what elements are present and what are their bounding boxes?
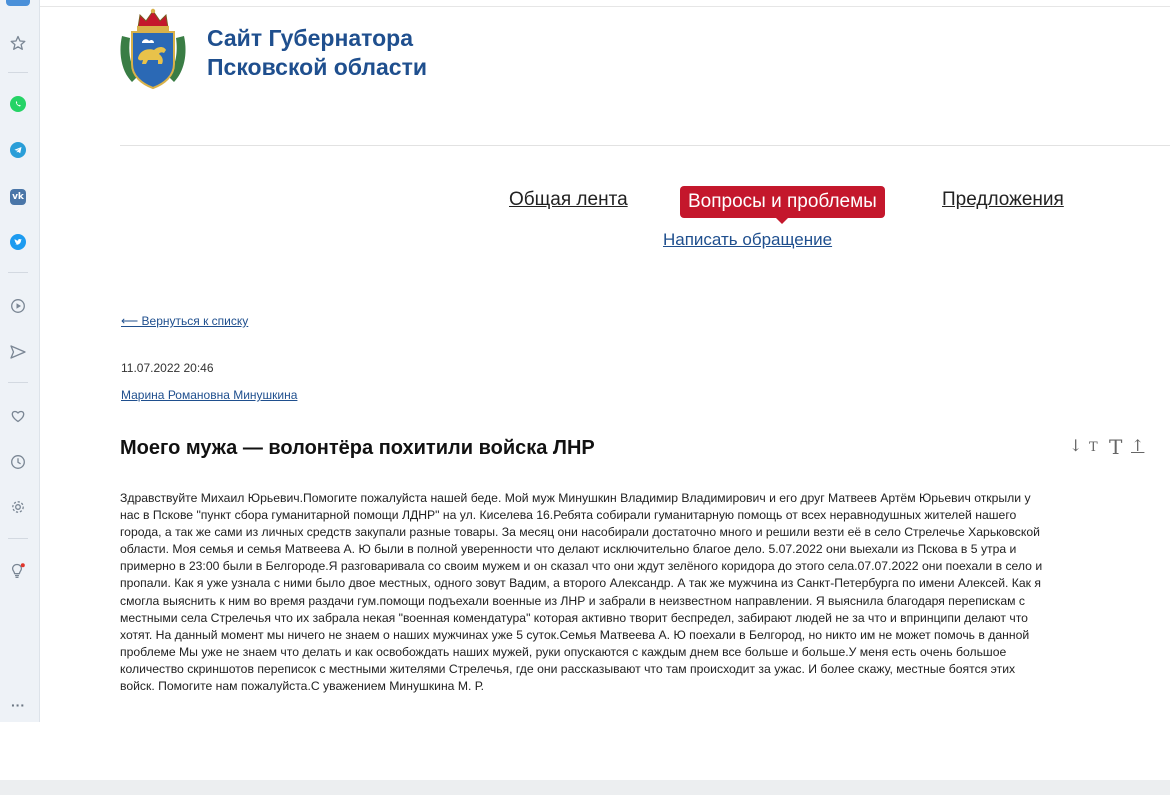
font-small-icon[interactable]: T: [1089, 440, 1098, 455]
body-line: примерно в 23:00 были в Белгороде.Я разговаривала со своим мужем и он сказал что они ждут зелёного коридора до этого села.07.07.2022 они поехали в село и: [120, 559, 1043, 574]
body-line: нас в Пскове "пункт сбора гуманитарной помощи ЛДНР" на ул. Киселева 16.Ребята собирали гуманитарную помощь от всех неравнодушных жителей нашего: [120, 508, 1017, 523]
post-datetime: 11.07.2022 20:46: [121, 361, 214, 375]
sidebar-separator: [8, 272, 28, 273]
article-title: Моего мужа — волонтёра похитили войска ЛНР: [120, 437, 595, 459]
font-large-icon[interactable]: T: [1109, 435, 1123, 459]
author-link[interactable]: Марина Романовна Минушкина: [121, 388, 298, 402]
favorites-star-icon[interactable]: [5, 30, 31, 56]
whatsapp-icon[interactable]: [5, 91, 31, 117]
back-to-list-link[interactable]: ⟵ Вернуться к списку: [121, 314, 249, 328]
nav-feed-link[interactable]: Общая лента: [509, 189, 628, 210]
site-title[interactable]: [207, 24, 427, 82]
nav-proposals-link[interactable]: Предложения: [942, 189, 1064, 210]
pskov-coat-of-arms-logo[interactable]: [118, 6, 188, 92]
font-decrease-arrow-icon[interactable]: ↓: [1069, 436, 1083, 455]
body-line: смогла выяснить к ним во время раздачи гум.помощи подъехали военные из ЛНР и забрали в неизвестном направлении. Я выяснила благодаря перепискам с: [120, 593, 1025, 608]
body-line: Здравствуйте Михаил Юрьевич.Помогите пожалуйста нашей беде. Мой муж Минушкин Владимир Владимирович и его друг Матвеев Артём Юрьевич открыли у: [120, 491, 1031, 505]
more-glyph: ···: [11, 697, 25, 713]
body-line: области. Моя семья и семья Матвеева А. Ю были в полной уверенности что делают исключительно благое дело. 5.07.2022 они выехали из Пскова в 5 утра и: [120, 542, 1017, 557]
body-line: города, а так же сами из личных средств закупали разные товары. За месяц они насобирали достаточно много и решили везти её в село Стрелечье Харьковской: [120, 525, 1040, 540]
body-line: пропали. Как я уже узнала с ними было двое местных, одного зовут Вадим, а второго Александр. А так же мужчина из Санкт-Петербурга по имени Алексей. Как я: [120, 576, 1041, 591]
sidebar-separator: [8, 72, 28, 73]
gear-icon[interactable]: [5, 494, 31, 520]
body-line: хотят. На данный момент мы ничего не знаем о наших мужчинах уже 5 суток.Семья Матвеева А. Ю поехали в Белгород, но никто им не может помочь в данной: [120, 627, 1030, 642]
page-top-border: [40, 6, 1170, 7]
site-title-line1: Сайт Губернатора: [207, 25, 414, 51]
body-line: местными села Стрелечья что их забрала некая "военная комендатура" которая активно творит беспредел, забирают людей не за что и впринципи делают что: [120, 610, 1028, 625]
heart-icon[interactable]: [5, 403, 31, 429]
body-line: количество скриншотов переписок с местными жителями Стрелечья, где они рассказывают что там происходит за ужас. И более скажу, местные боятся этих: [120, 661, 1016, 676]
send-icon[interactable]: [5, 339, 31, 365]
browser-sidebar: [0, 0, 40, 722]
sidebar-separator: [8, 382, 28, 383]
body-line: войск. Помогите нам пожалуйста.С уважением Минушкина М. Р.: [120, 679, 484, 694]
body-line: проблеме Мы уже не знаем что делать и как освобождать наших мужей, руки опускаются с каждым днем все больше и больше.У меня есть очень большое: [120, 644, 1007, 659]
telegram-icon[interactable]: [5, 137, 31, 163]
more-icon[interactable]: [5, 692, 31, 718]
vk-icon[interactable]: [5, 184, 31, 210]
twitter-icon[interactable]: [5, 229, 31, 255]
play-icon[interactable]: [5, 293, 31, 319]
clock-icon[interactable]: [5, 449, 31, 475]
write-appeal-link[interactable]: Написать обращение: [663, 230, 833, 249]
nav-questions-tab-active[interactable]: Вопросы и проблемы: [680, 186, 885, 218]
bottom-bar: [0, 780, 1170, 795]
site-title-line2: Псковской области: [207, 54, 428, 80]
vk-glyph: vk: [12, 192, 24, 202]
lightbulb-icon[interactable]: [5, 558, 31, 584]
article-body: [120, 490, 1148, 695]
font-increase-arrow-icon[interactable]: ↑: [1131, 436, 1145, 455]
header-divider: [120, 145, 1170, 146]
sidebar-top-accent: [6, 0, 30, 6]
sidebar-separator: [8, 538, 28, 539]
